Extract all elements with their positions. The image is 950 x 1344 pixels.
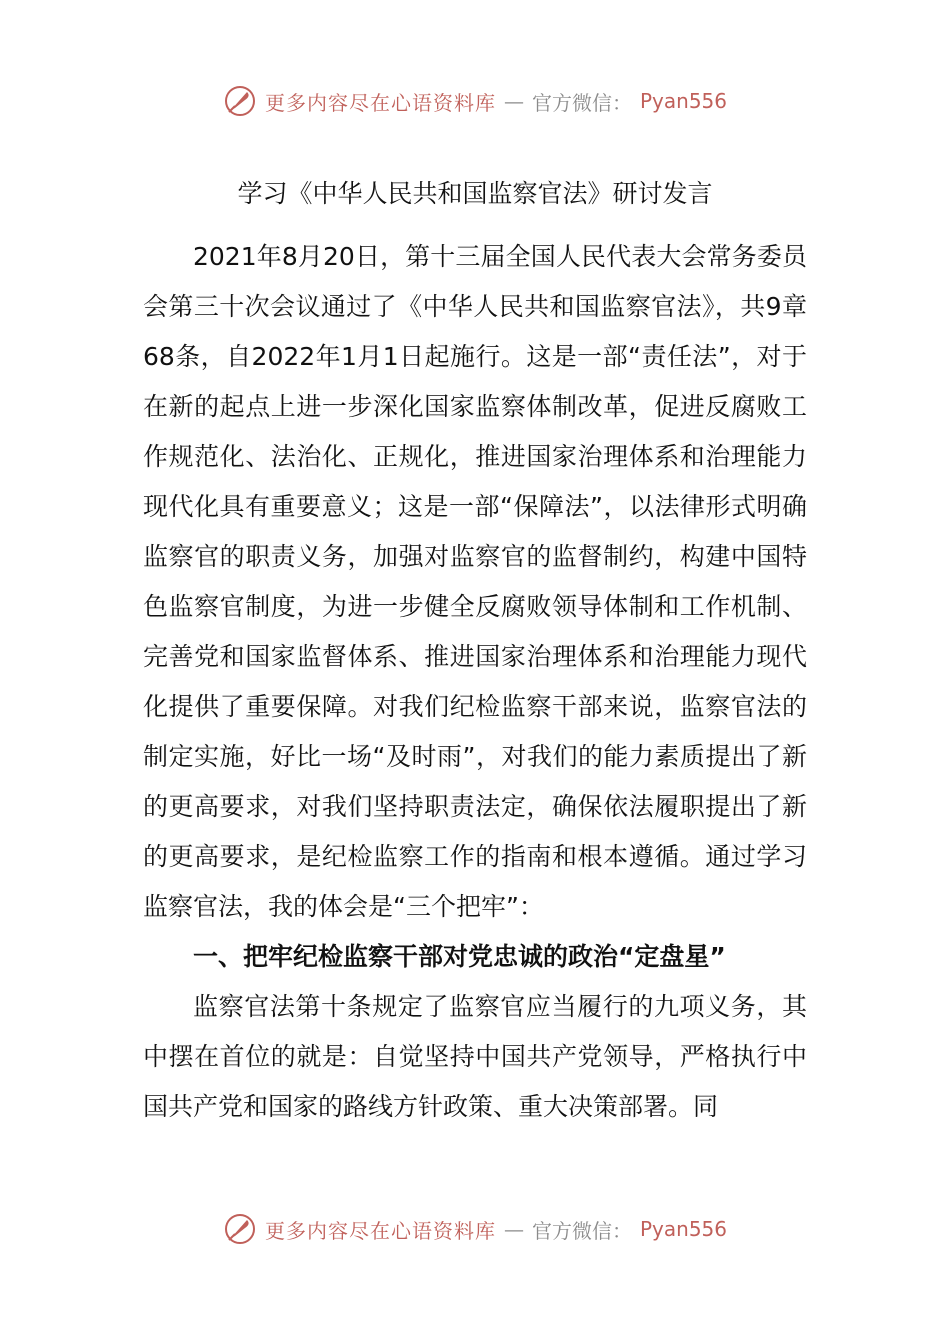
section-heading: 一、把牢纪检监察干部对党忠诚的政治“定盘星”: [193, 942, 726, 971]
watermark-separator: —: [503, 89, 524, 113]
watermark-contact-label: 官方微信：: [531, 90, 632, 115]
body-paragraph: 2021年8月20日，第十三届全国人民代表大会常务委员会第三十次会议通过了《中华人民共和国监察官法》，共9章68条，自2022年1月1日起施行。这是一部“责任法”，对于在新的起点上进一步深化国家监察体制改革，促进反腐败工作规范化、法治化、正规化，推进国家治理体系和治理能力现代化具有重要意义；这是一部“保障法”，以法律形式明确监察官的职责义务，加强对监察官的监督制约，构建中国特色监察官制度，为进一步健全反腐败领导体制和工作机制、完善党和国家监督体系、推进国家治理体系和治理能力现代化提供了重要保障。对我们纪检监察干部来说，监察官法的制定实施，好比一场“及时雨”，对我们的能力素质提出了新的更高要求，对我们坚持职责法定，确保依法履职提出了新的更高要求，是纪检监察工作的指南和根本遵循。通过学习监察官法，我的体会是“三个把牢”：: [143, 242, 807, 921]
document-title: 学习《中华人民共和国监察官法》研讨发言: [237, 179, 713, 208]
watermark-contact-label: 官方微信：: [531, 1218, 632, 1243]
watermark-contact-id: Pyan556: [639, 89, 727, 113]
watermark-text: 更多内容尽在心语资料库: [264, 1218, 496, 1243]
header-watermark: [0, 84, 950, 118]
section-paragraph: 监察官法第十条规定了监察官应当履行的九项义务，其中摆在首位的就是：自觉坚持中国共产党领导，严格执行中国共产党和国家的路线方针政策、重大决策部署。同: [143, 992, 807, 1121]
watermark-contact-id: Pyan556: [639, 1217, 727, 1241]
quill-circle-icon: [223, 1212, 257, 1246]
watermark-text: 更多内容尽在心语资料库: [264, 90, 496, 115]
document-body: [143, 232, 807, 1132]
footer-watermark: [0, 1212, 950, 1246]
quill-circle-icon: [223, 84, 257, 118]
watermark-separator: —: [503, 1217, 524, 1241]
